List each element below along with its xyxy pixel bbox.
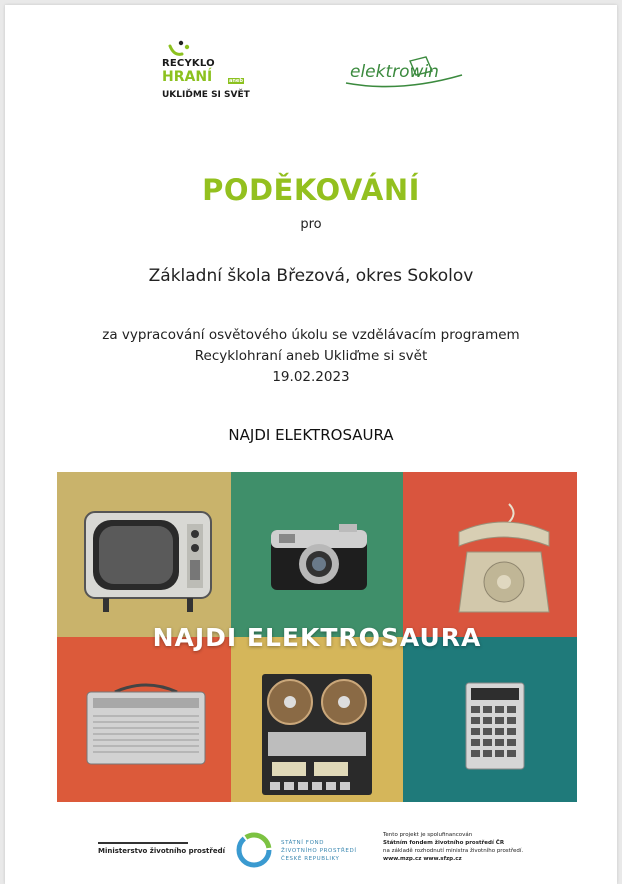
sfzp-logo-icon xyxy=(236,832,272,868)
recyklo-line2: HRANÍ xyxy=(162,69,213,85)
certificate-title: PODĚKOVÁNÍ xyxy=(202,173,420,207)
recyklo-line1: RECYKLO xyxy=(162,58,215,69)
recyklo-aneb: aneb xyxy=(229,78,243,84)
camera-icon xyxy=(269,522,369,594)
recyklo-line3: UKLIĎME SI SVĚT xyxy=(162,90,250,100)
project-funding-note: Tento projekt je spolufinancován Státním fondem životního prostředí ČR na základě rozhodnutí ministra životního prostředí. www.mzp.cz www.sfzp.cz xyxy=(383,832,524,862)
telephone-icon xyxy=(449,502,559,617)
reason-line2: Recyklohraní aneb Ukliďme si svět xyxy=(194,348,428,364)
certificate-date: 19.02.2023 xyxy=(272,369,350,385)
ministry-logo-text: Ministerstvo životního prostředí xyxy=(98,847,225,855)
radio-icon xyxy=(85,680,207,766)
school-name: Základní škola Březová, okres Sokolov xyxy=(148,266,474,286)
certificate-page xyxy=(5,5,617,884)
ministry-divider xyxy=(98,842,188,844)
tape-recorder-icon xyxy=(260,672,374,797)
calculator-icon xyxy=(465,682,525,770)
elektrosaura-poster xyxy=(57,472,577,802)
elektrowin-logo xyxy=(340,53,470,93)
recycle-swirl-icon xyxy=(166,40,194,58)
footer xyxy=(5,827,617,877)
tv-icon xyxy=(83,510,213,615)
game-name: NAJDI ELEKTROSAURA xyxy=(228,426,394,444)
sfzp-text: STÁTNÍ FOND ŽIVOTNÍHO PROSTŘEDÍ ČESKÉ REPUBLIKY xyxy=(281,840,357,862)
recyklohrani-logo xyxy=(160,40,260,105)
certificate-pro: pro xyxy=(300,217,322,232)
reason-line1: za vypracování osvětového úkolu se vzdělávacím programem xyxy=(102,327,520,343)
poster-title: NAJDI ELEKTROSAURA xyxy=(152,623,482,652)
elektrowin-text: elektrowin xyxy=(350,62,439,82)
